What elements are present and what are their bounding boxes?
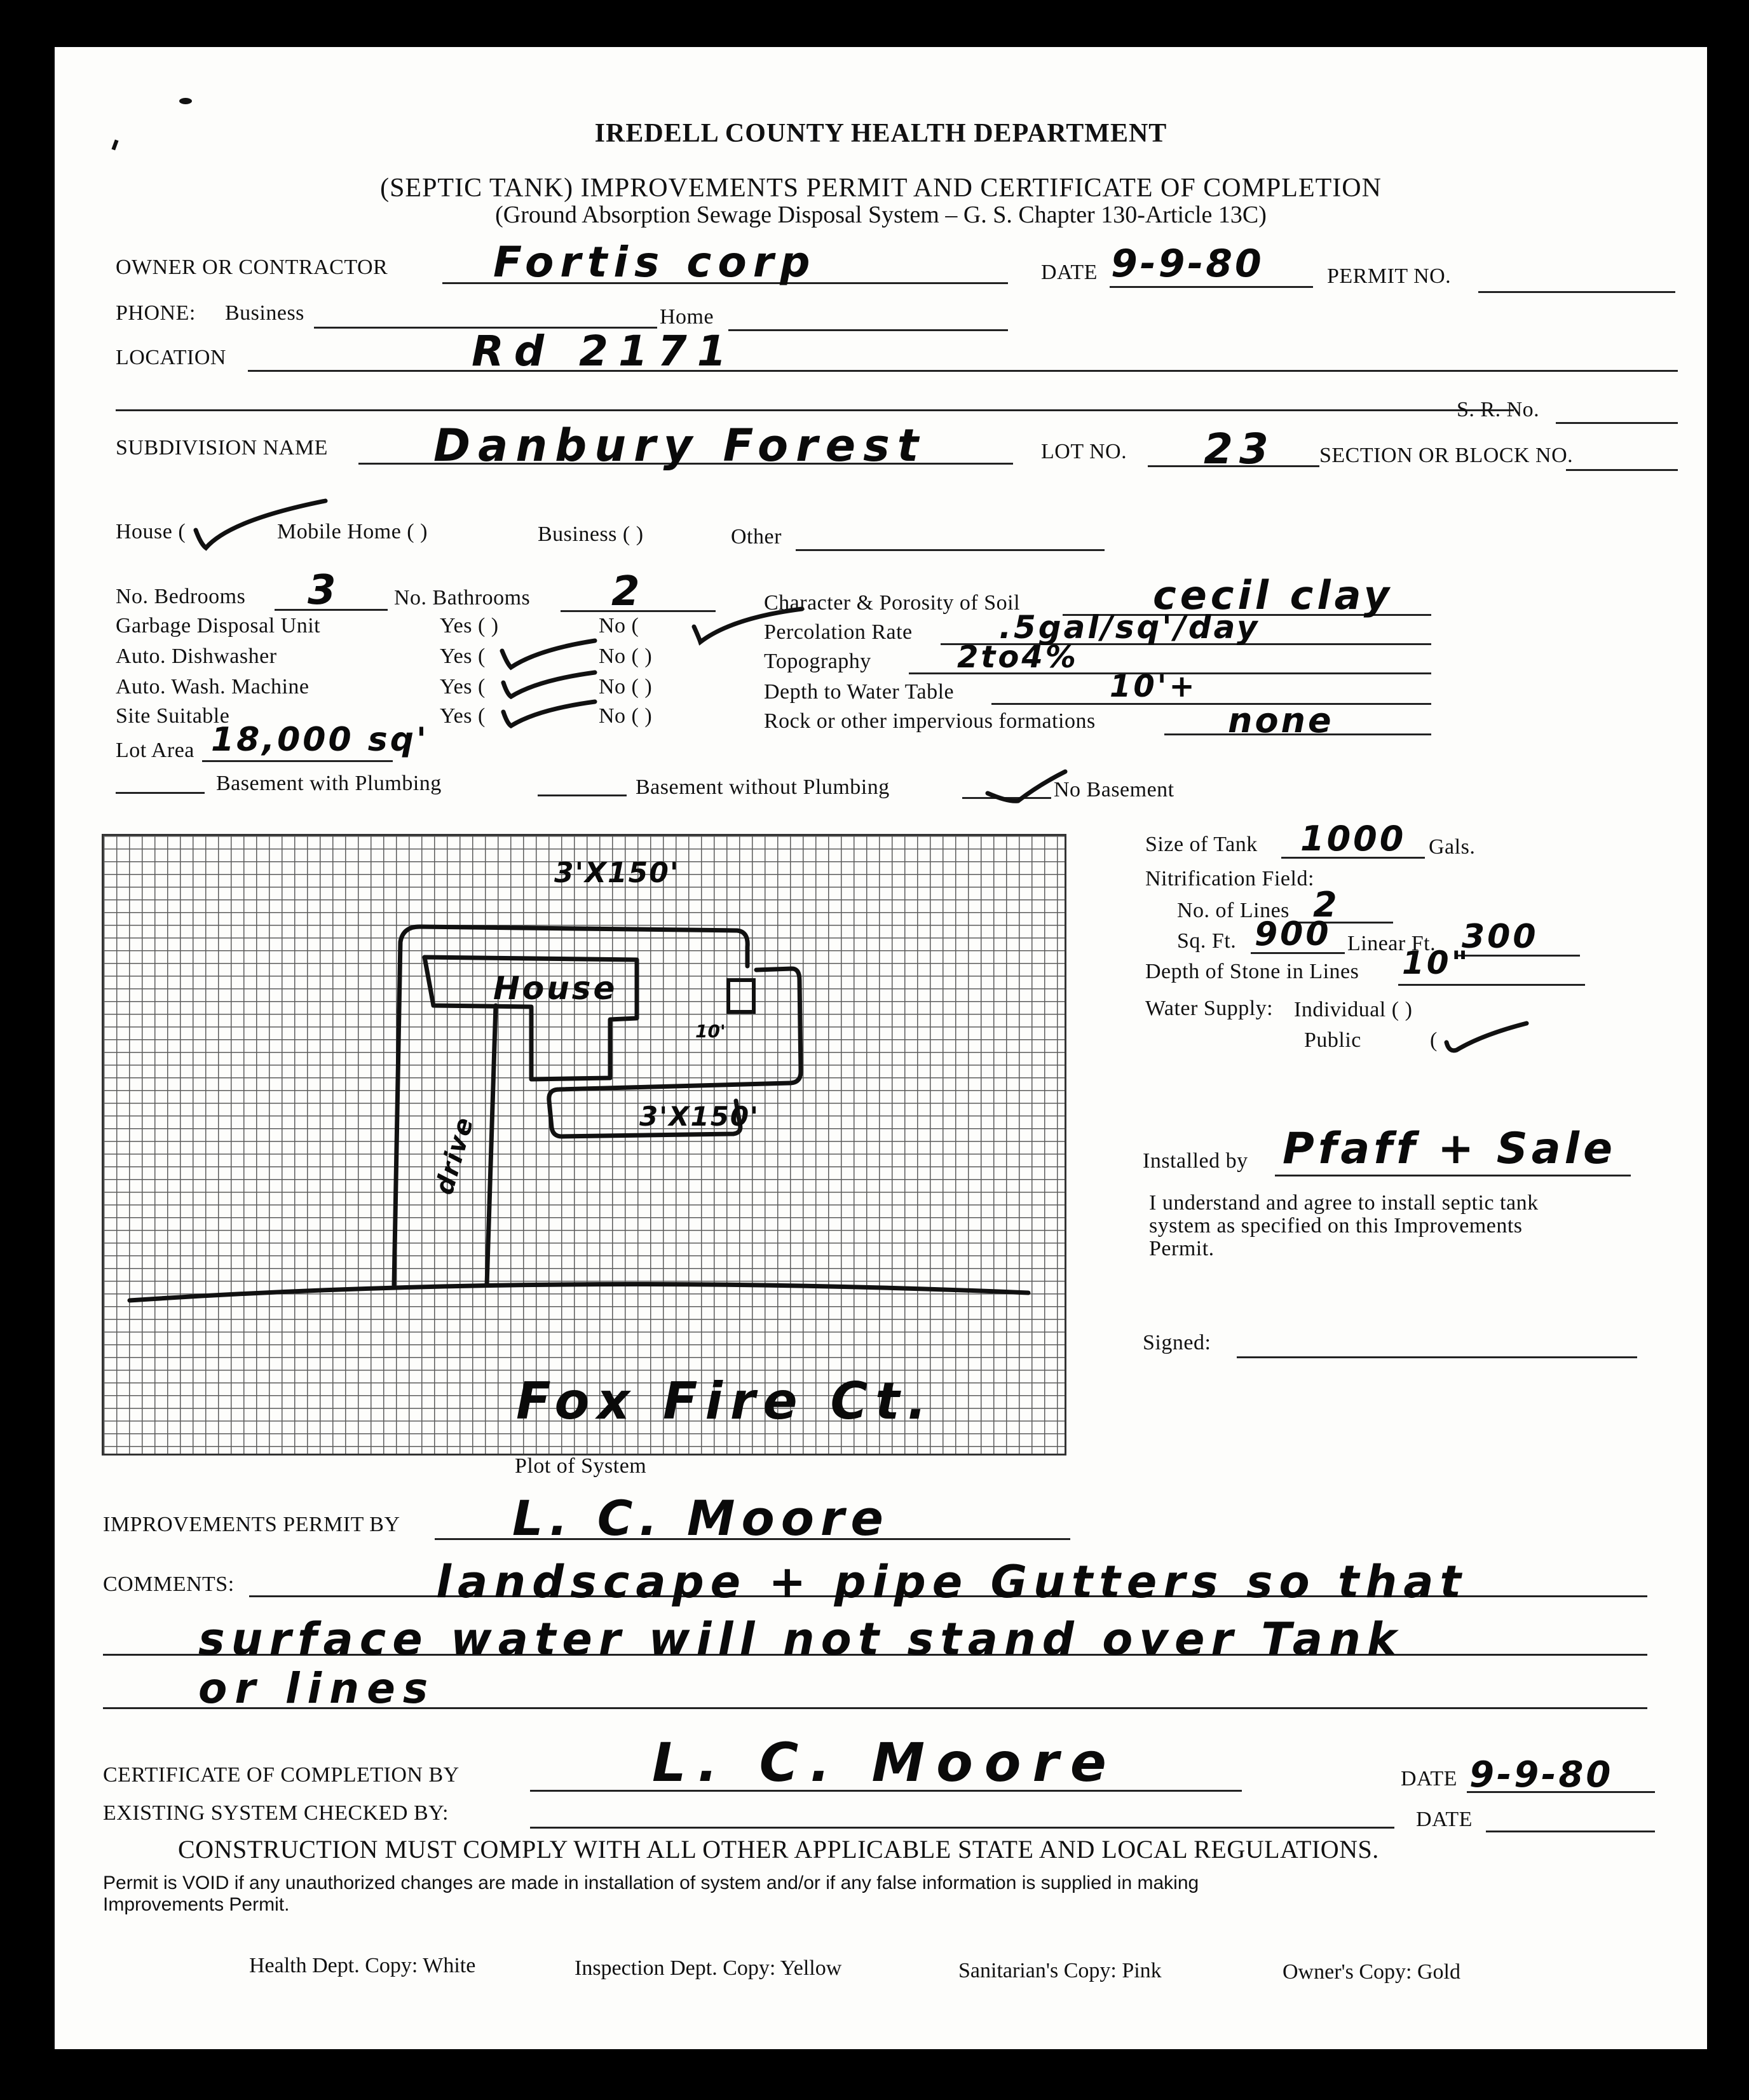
percolation-value: .5gal/sq'/day (999, 609, 1260, 646)
plot-label-house: House (493, 970, 618, 1007)
install-agreement-line-2: system as specified on this Improvements (1149, 1214, 1523, 1238)
water-supply-label: Water Supply: (1145, 997, 1274, 1020)
mobile-home-checkbox[interactable]: Mobile Home ( ) (277, 520, 428, 543)
sr-no-line (1556, 422, 1678, 424)
basement-without-plumbing[interactable]: Basement without Plumbing (636, 775, 890, 799)
bedrooms-value: 3 (308, 567, 339, 614)
rock-value: none (1228, 700, 1334, 740)
certificate-date-value: 9-9-80 (1469, 1754, 1614, 1796)
stone-depth-label: Depth of Stone in Lines (1145, 960, 1359, 983)
linear-ft-label: Linear Ft. (1347, 932, 1436, 955)
appliance-no-washer[interactable]: No ( ) (599, 675, 653, 699)
form-title: (SEPTIC TANK) IMPROVEMENTS PERMIT AND CERTIFICATE OF COMPLETION (380, 174, 1382, 203)
appliance-label-site: Site Suitable (116, 704, 230, 728)
appliance-label-dishwasher: Auto. Dishwasher (116, 644, 277, 668)
existing-system-label: EXISTING SYSTEM CHECKED BY: (103, 1801, 449, 1825)
check-mark-icon (493, 693, 601, 737)
lot-area-label: Lot Area (116, 739, 194, 762)
existing-date-label: DATE (1416, 1808, 1473, 1831)
house-checkbox[interactable]: House ( (116, 520, 186, 543)
section-line (1566, 469, 1678, 471)
sqft-value: 900 (1255, 915, 1331, 953)
plot-label-street: Fox Fire Ct. (516, 1372, 934, 1431)
phone-home-label: Home (660, 305, 714, 329)
date-label: DATE (1041, 261, 1098, 284)
appliance-no-dishwasher[interactable]: No ( ) (599, 644, 653, 668)
copy-sanitarian: Sanitarian's Copy: Pink (958, 1959, 1162, 1982)
comment-line-3: or lines (198, 1664, 436, 1713)
sqft-label: Sq. Ft. (1177, 929, 1237, 953)
lot-no-value: 23 (1204, 425, 1275, 474)
appliance-yes-site[interactable]: Yes ( (440, 704, 486, 728)
plot-label-bottom-lines: 3'X150' (639, 1101, 759, 1132)
rock-label: Rock or other impervious formations (764, 709, 1096, 733)
install-agreement-line-3: Permit. (1149, 1237, 1215, 1260)
topography-label: Topography (764, 650, 871, 673)
void-notice-line-1: Permit is VOID if any unauthorized changes are made in installation of system and/or if any false information is supplied in making (103, 1872, 1199, 1893)
permit-no-label: PERMIT NO. (1327, 264, 1452, 288)
business-checkbox[interactable]: Business ( ) (538, 522, 644, 546)
no-basement[interactable]: No Basement (1054, 778, 1174, 801)
form-subtitle: (Ground Absorption Sewage Disposal System – G. S. Chapter 130-Article 13C) (495, 201, 1267, 228)
topography-value: 2to4% (957, 639, 1079, 675)
plot-label-drive: drive (430, 1113, 480, 1198)
tank-size-value: 1000 (1300, 819, 1406, 859)
copy-health: Health Dept. Copy: White (249, 1954, 476, 1977)
phone-business-label: Business (225, 301, 304, 325)
plot-label-distance: 10' (695, 1021, 726, 1042)
date-line (1110, 286, 1313, 288)
appliance-no-garbage[interactable]: No ( (599, 614, 639, 638)
bathrooms-value: 2 (611, 568, 643, 615)
date-value: 9-9-80 (1111, 242, 1264, 286)
permit-by-signature: L. C. Moore (512, 1490, 890, 1546)
signed-line (1237, 1356, 1637, 1358)
bedrooms-label: No. Bedrooms (116, 585, 246, 608)
plot-label-top-lines: 3'X150' (554, 857, 680, 889)
nitrification-label: Nitrification Field: (1145, 867, 1314, 890)
certificate-label: CERTIFICATE OF COMPLETION BY (103, 1763, 459, 1787)
bathrooms-label: No. Bathrooms (394, 586, 531, 610)
ink-speck (179, 98, 192, 104)
copy-owner: Owner's Copy: Gold (1283, 1960, 1461, 1984)
installed-by-label: Installed by (1143, 1149, 1248, 1173)
stone-depth-line (1398, 984, 1585, 986)
plot-sketch (102, 834, 1063, 1452)
stone-depth-value: 10" (1402, 944, 1471, 981)
owner-value: Fortis corp (493, 238, 817, 287)
water-individual-checkbox[interactable]: Individual ( ) (1294, 998, 1413, 1021)
tank-size-label: Size of Tank (1145, 833, 1258, 856)
check-mark-icon (1438, 1016, 1533, 1060)
water-table-value: 10'+ (1110, 669, 1197, 704)
installed-by-value: Pfaff + Sale (1283, 1124, 1617, 1174)
subdivision-value: Danbury Forest (433, 419, 927, 472)
water-public-checkbox[interactable]: ( (1430, 1028, 1438, 1052)
appliance-yes-dishwasher[interactable]: Yes ( (440, 644, 486, 668)
plot-caption: Plot of System (515, 1454, 647, 1478)
linear-ft-value: 300 (1462, 918, 1539, 956)
install-agreement-line-1: I understand and agree to install septic tank (1149, 1191, 1539, 1215)
tank-gals-label: Gals. (1429, 835, 1476, 859)
existing-date-line (1486, 1831, 1655, 1832)
location-line-2 (116, 409, 1514, 411)
lines-value: 2 (1313, 885, 1340, 925)
permit-no-line (1478, 291, 1675, 293)
soil-character-value: cecil clay (1153, 572, 1393, 618)
sr-no-label: S. R. No. (1457, 398, 1540, 421)
lot-area-line (202, 760, 393, 762)
comment-line-1: landscape + pipe Gutters so that (436, 1556, 1467, 1608)
appliance-yes-garbage[interactable]: Yes ( ) (440, 614, 499, 638)
soil-character-label: Character & Porosity of Soil (764, 591, 1021, 615)
phone-home-line (728, 329, 1008, 331)
signed-label: Signed: (1143, 1331, 1211, 1354)
certificate-date-label: DATE (1401, 1767, 1457, 1790)
other-line (796, 549, 1105, 551)
appliance-no-site[interactable]: No ( ) (599, 704, 653, 728)
basement-with-line (116, 792, 205, 794)
owner-label: OWNER OR CONTRACTOR (116, 256, 388, 279)
water-table-line (991, 703, 1431, 705)
phone-label: PHONE: (116, 301, 196, 325)
permit-form (55, 47, 1707, 2049)
percolation-label: Percolation Rate (764, 620, 913, 644)
lot-no-label: LOT NO. (1041, 440, 1127, 463)
water-table-label: Depth to Water Table (764, 680, 955, 704)
existing-system-line (530, 1827, 1394, 1829)
copy-inspection: Inspection Dept. Copy: Yellow (575, 1956, 842, 1980)
appliance-label-garbage: Garbage Disposal Unit (116, 614, 321, 638)
location-line (248, 370, 1678, 372)
appliance-yes-washer[interactable]: Yes ( (440, 675, 486, 699)
department-title: IREDELL COUNTY HEALTH DEPARTMENT (594, 119, 1167, 148)
location-label: LOCATION (116, 346, 226, 369)
lines-label: No. of Lines (1177, 899, 1290, 922)
other-label: Other (731, 525, 782, 549)
permit-by-label: IMPROVEMENTS PERMIT BY (103, 1513, 400, 1536)
lot-area-value: 18,000 sq' (211, 721, 429, 759)
void-notice-line-2: Improvements Permit. (103, 1894, 290, 1915)
compliance-notice: CONSTRUCTION MUST COMPLY WITH ALL OTHER APPLICABLE STATE AND LOCAL REGULATIONS. (178, 1835, 1379, 1864)
subdivision-label: SUBDIVISION NAME (116, 436, 328, 460)
comments-label: COMMENTS: (103, 1572, 235, 1596)
section-label: SECTION OR BLOCK NO. (1319, 444, 1574, 467)
certificate-signature: L. C. Moore (652, 1731, 1118, 1794)
water-public-label: Public (1304, 1028, 1361, 1052)
location-value: Rd 2171 (472, 327, 737, 376)
appliance-label-washer: Auto. Wash. Machine (116, 675, 310, 699)
basement-with-plumbing[interactable]: Basement with Plumbing (216, 772, 442, 795)
comment-line-2: surface water will not stand over Tank (198, 1613, 1403, 1665)
installed-by-line (1275, 1175, 1631, 1176)
basement-without-line (538, 794, 627, 796)
